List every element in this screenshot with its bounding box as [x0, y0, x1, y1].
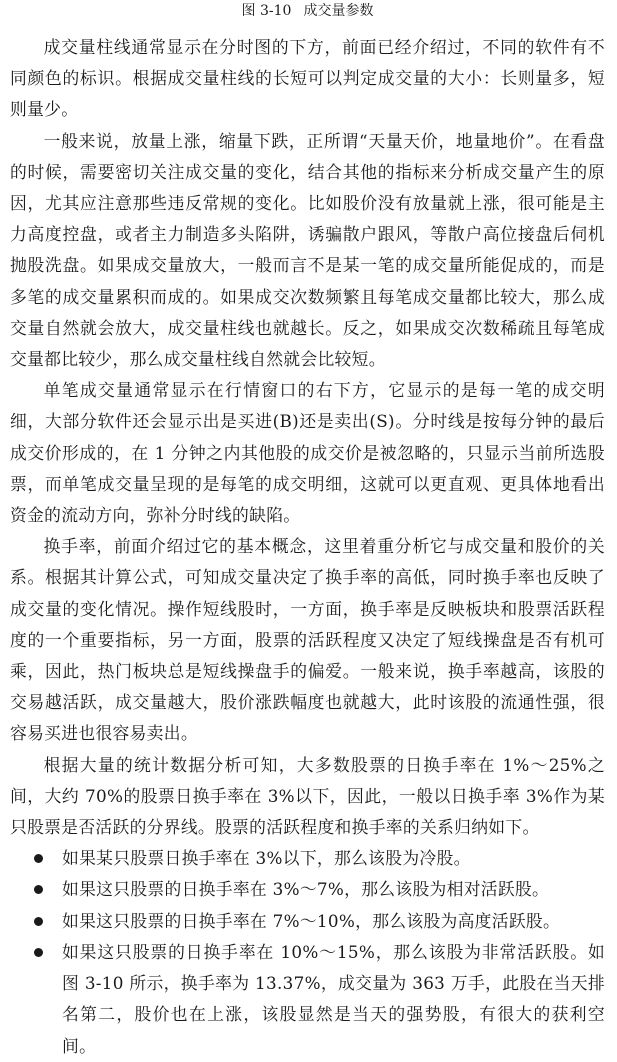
turnover-classification-list	[10, 843, 605, 1061]
list-item-text: 如果这只股票的日换手率在 3%～7%，那么该股为相对活跃股。	[62, 879, 550, 900]
paragraph-statistics: 根据大量的统计数据分析可知，大多数股票的日换手率在 1%～25%之间，大约 70%的股票日换手率在 3%以下，因此，一般以日换手率 3%作为某只股票是否活跃的分界线。股票的活跃程度和换手率的关系归纳如下。	[10, 754, 605, 838]
paragraph-volume-bars: 成交量柱线通常显示在分时图的下方，前面已经介绍过，不同的软件有不同颜色的标识。根据成交量柱线的长短可以判定成交量的大小：长则量多，短则量少。	[10, 37, 605, 120]
bullet-icon	[34, 885, 43, 894]
figure-caption	[10, 2, 605, 20]
bullet-icon	[34, 854, 43, 863]
bullet-icon	[34, 948, 43, 957]
list-item-text: 如果这只股票的日换手率在 10%～15%，那么该股为非常活跃股。如图 3-10 所示，换手率为 13.37%，成交量为 363 万手，此股在当天排名第二，股价也在上涨，该股显然是当天的强势股，有很大的获利空间。	[62, 941, 605, 1056]
list-item-text: 如果这只股票的日换手率在 7%～10%，那么该股为高度活跃股。	[62, 910, 561, 931]
list-item	[10, 937, 605, 1062]
paragraph-turnover-rate: 换手率，前面介绍过它的基本概念，这里着重分析它与成交量和股价的关系。根据其计算公式，可知成交量决定了换手率的高低，同时换手率也反映了成交量的变化情况。操作短线股时，一方面，换手率是反映板块和股票活跃程度的一个重要指标，另一方面，股票的活跃程度又决定了短线操盘是否有机可乘，因此，热门板块总是短线操盘手的偏爱。一般来说，换手率越高，该股的交易越活跃，成交量越大，股价涨跌幅度也就越大，此时该股的流通性强，很容易买进也很容易卖出。	[10, 536, 605, 744]
figure-title: 成交量参数	[303, 3, 374, 19]
figure-number: 图 3-10	[241, 3, 292, 19]
bullet-icon	[34, 917, 43, 926]
paragraph-volume-price: 一般来说，放量上涨，缩量下跌，正所谓“天量天价，地量地价”。在看盘的时候，需要密切关注成交量的变化，结合其他的指标来分析成交量产生的原因，尤其应注意那些违反常规的变化。比如股价没有放量就上涨，很可能是主力高度控盘，或者主力制造多头陷阱，诱骗散户跟风，等散户高位接盘后伺机抛股洗盘。如果成交量放大，一般而言不是某一笔的成交量所能促成的，而是多笔的成交量累积而成的。如果成交次数频繁且每笔成交量都比较大，那么成交量自然就会放大，成交量柱线也就越长。反之，如果成交次数稀疏且每笔成交量都比较少，那么成交量柱线自然就会比较短。	[10, 130, 605, 370]
list-item	[10, 906, 605, 937]
list-item	[10, 843, 605, 874]
paragraph-single-trade: 单笔成交量通常显示在行情窗口的右下方，它显示的是每一笔的成交明细，大部分软件还会显示出是买进(B)还是卖出(S)。分时线是按每分钟的最后成交价形成的，在 1 分钟之内其他股的成交价是被忽略的，只显示当前所选股票，而单笔成交量呈现的是每笔的成交明细，这就可以更直观、更具体地看出资金的流动方向，弥补分时线的缺陷。	[10, 380, 605, 526]
list-item-text: 如果某只股票日换手率在 3%以下，那么该股为冷股。	[62, 848, 471, 869]
list-item	[10, 874, 605, 905]
